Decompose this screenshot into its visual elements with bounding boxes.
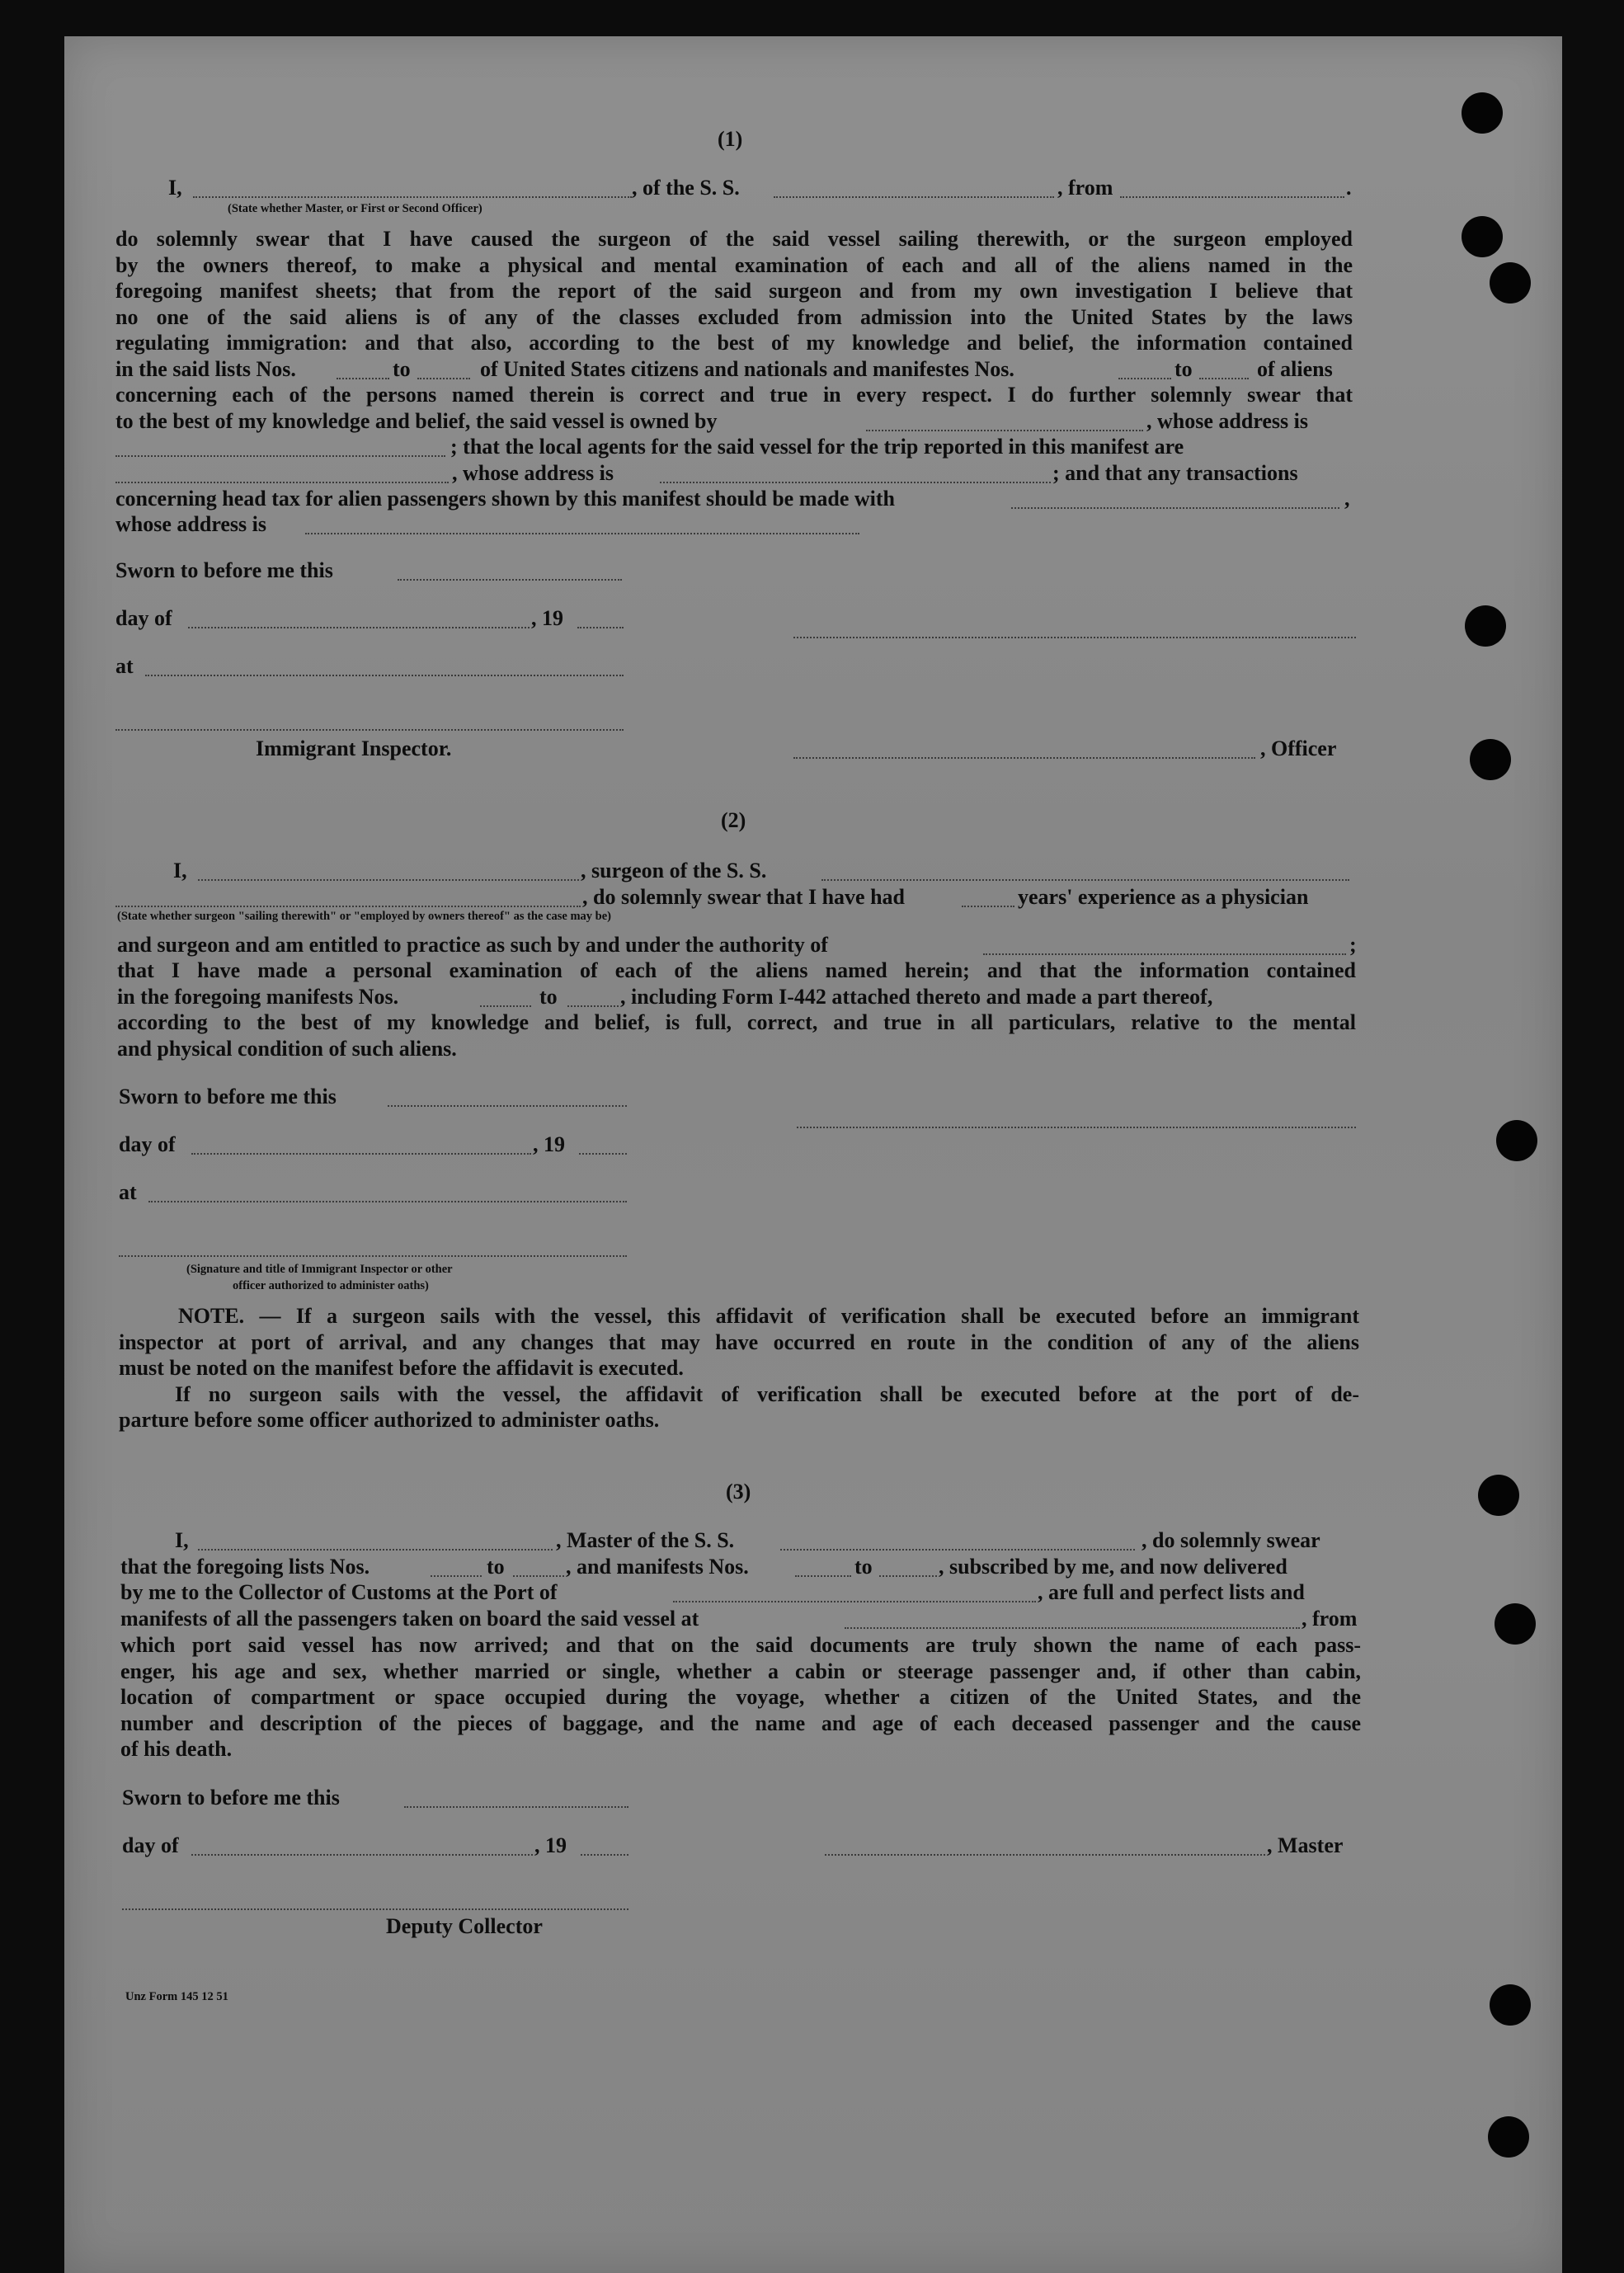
s1-para-line: no one of the said aliens is of any of the classes excluded from admission into the United States by the laws	[115, 304, 1353, 329]
s3-manifests-to-field[interactable]	[879, 1575, 937, 1577]
s3-lists-from-field[interactable]	[431, 1575, 482, 1577]
s3-lists-d: to	[854, 1555, 873, 1579]
s2-year-field[interactable]	[579, 1153, 627, 1155]
punch-hole	[1488, 2116, 1529, 2158]
s3-paragraph	[120, 1632, 1361, 1762]
punch-hole	[1495, 1603, 1536, 1645]
s3-lists-to-field[interactable]	[513, 1575, 564, 1577]
s3-para-line: number and description of the pieces of baggage, and the name and age of each deceased passenger and the cause	[120, 1711, 1361, 1735]
s1-para-line: foregoing manifest sheets; that from the report of the said surgeon and from my own investigation I believe that	[115, 279, 1353, 304]
s1-lists-to-field[interactable]	[417, 378, 470, 379]
s3-sworn-field[interactable]	[404, 1806, 628, 1808]
s3-master-signature-field[interactable]	[825, 1854, 1265, 1856]
s2-para-line: and physical condition of such aliens.	[117, 1036, 457, 1061]
s3-boarded-at-field[interactable]	[845, 1627, 1300, 1629]
s1-day-field[interactable]	[188, 627, 530, 628]
punch-hole	[1496, 1120, 1537, 1161]
s3-manifests-a: manifests of all the passengers taken on board the said vessel at	[120, 1607, 699, 1631]
s1-para-line: regulating immigration: and that also, according to the best of my knowledge and belief, the information contained	[115, 331, 1353, 355]
s1-para-line: do solemnly swear that I have caused the surgeon of the said vessel sailing therewith, or the surgeon employed	[115, 227, 1353, 251]
s3-day-field[interactable]	[191, 1854, 533, 1856]
s2-para-line: according to the best of my knowledge and belief, is full, correct, and true in all particulars, relative to the mental	[117, 1010, 1356, 1034]
s2-manifests-b: to	[539, 985, 558, 1009]
s1-inspector-signature-field[interactable]	[115, 729, 624, 731]
s3-deputy: Deputy Collector	[386, 1914, 543, 1938]
s1-at: at	[115, 654, 134, 678]
s1-manifests-from-field[interactable]	[1118, 378, 1171, 379]
s1-concerning-line: concerning each of the persons named therein is correct and true in every respect. I do further solemnly swear that	[115, 383, 1353, 407]
punch-hole	[1490, 1984, 1531, 2026]
s1-lists-e: of aliens	[1257, 357, 1333, 381]
s1-paragraph	[115, 226, 1353, 356]
s1-agents-field[interactable]	[115, 482, 449, 483]
s1-name-field[interactable]	[193, 196, 632, 198]
note-line: NOTE. — If a surgeon sails with the vessel, this affidavit of verification shall be executed before an immigrant	[178, 1304, 1359, 1328]
s1-para-line: by the owners thereof, to make a physical and mental examination of each and all of the aliens named in the	[115, 252, 1353, 277]
punch-hole	[1470, 739, 1511, 780]
section-2-number: (2)	[721, 808, 746, 832]
s2-manifests-c: , including Form I-442 attached thereto and made a part thereof,	[620, 985, 1213, 1009]
s3-para-line: enger, his age and sex, whether married or single, whether a cabin or steerage passenger and, if other than cabin,	[120, 1659, 1361, 1683]
s3-sworn: Sworn to before me this	[122, 1786, 340, 1809]
s3-master: , Master	[1267, 1833, 1344, 1857]
s1-from: , from	[1057, 176, 1113, 200]
s1-agents-address-field[interactable]	[660, 482, 1051, 483]
s1-whose-b: ; and that any transactions	[1052, 461, 1298, 485]
s3-day-of: day of	[122, 1833, 179, 1857]
s2-sworn-field[interactable]	[388, 1105, 627, 1107]
s3-manifests-b: , from	[1302, 1607, 1358, 1631]
s1-from-field[interactable]	[1120, 196, 1344, 198]
punch-hole	[1465, 605, 1506, 647]
s2-examination	[117, 958, 1356, 984]
note-line: If no surgeon sails with the vessel, the affidavit of verification shall be executed before at the port of de-	[175, 1381, 1359, 1406]
s3-name-field[interactable]	[198, 1549, 553, 1551]
s2-i-label: I,	[173, 859, 187, 882]
s1-whose-a: , whose address is	[452, 461, 614, 485]
s2-manifests-to-field[interactable]	[567, 1005, 619, 1007]
s2-examination-line: that I have made a personal examination of each of the aliens named herein; and that the information contained	[117, 958, 1356, 982]
s1-officer-field[interactable]	[793, 757, 1255, 759]
s2-years-field[interactable]	[962, 906, 1014, 907]
s1-headtax-a: concerning head tax for alien passengers shown by this manifest should be made with	[115, 487, 896, 511]
s1-whose-address: whose address is	[115, 512, 267, 536]
note-line: parture before some officer authorized to administer oaths.	[119, 1408, 660, 1433]
s2-day-of: day of	[119, 1132, 176, 1156]
s1-inspector: Immigrant Inspector.	[256, 736, 452, 760]
s3-lists-c: , and manifests Nos.	[566, 1555, 749, 1579]
s1-headtax-b: ,	[1344, 487, 1350, 511]
s1-headtax-address-field[interactable]	[305, 533, 859, 534]
s1-i-label: I,	[168, 176, 182, 200]
s2-hint: (State whether surgeon "sailing therewith" or "employed by owners thereof" as the case may be)	[117, 910, 611, 923]
note-line: inspector at port of arrival, and any changes that may have occurred en route in the condition of any of the aliens	[119, 1329, 1359, 1354]
section-1-number: (1)	[718, 127, 743, 151]
s1-nineteen: , 19	[531, 606, 563, 630]
s3-master-of: , Master of the S. S.	[556, 1528, 735, 1552]
s2-swear: , do solemnly swear that I have had	[582, 885, 906, 909]
punch-hole	[1462, 92, 1503, 134]
form-code: Unz Form 145 12 51	[125, 1990, 228, 2003]
s1-sworn: Sworn to before me this	[115, 558, 333, 582]
s2-surgeon-of: , surgeon of the S. S.	[581, 859, 767, 882]
s3-swear: , do solemnly swear	[1142, 1528, 1320, 1552]
s2-manifests-from-field[interactable]	[480, 1005, 531, 1007]
s3-ship-field[interactable]	[780, 1549, 1135, 1551]
section-3-number: (3)	[726, 1480, 751, 1504]
s2-sworn: Sworn to before me this	[119, 1085, 337, 1108]
s2-at-field[interactable]	[148, 1201, 627, 1202]
s1-lists-from-field[interactable]	[337, 378, 389, 379]
s3-manifests-from-field[interactable]	[795, 1575, 851, 1577]
s3-i-label: I,	[175, 1528, 189, 1552]
s1-manifests-to-field[interactable]	[1199, 378, 1249, 379]
s1-agents: ; that the local agents for the said vessel for the trip reported in this manifest are	[450, 435, 1184, 459]
s3-lists-a: that the foregoing lists Nos.	[120, 1555, 370, 1579]
s1-owner-field[interactable]	[866, 430, 1143, 431]
s1-lists-a: in the said lists Nos.	[115, 357, 296, 381]
s1-lists-c: of United States citizens and nationals and manifestes Nos.	[480, 357, 1014, 381]
s2-ship-field[interactable]	[821, 879, 1349, 881]
s1-at-field[interactable]	[145, 675, 624, 676]
s2-inspector-signature-field[interactable]	[119, 1255, 627, 1257]
s2-authority-b: ;	[1349, 933, 1357, 957]
s3-para-line: which port said vessel has now arrived; and that on the said documents are truly shown the name of each pass-	[120, 1633, 1361, 1657]
s2-surgeon-signature-field[interactable]	[797, 1127, 1356, 1128]
s2-sig-hint-2: officer authorized to administer oaths)	[233, 1279, 429, 1292]
s1-sworn-field[interactable]	[398, 579, 622, 581]
s1-concerning	[115, 382, 1353, 408]
s2-day-field[interactable]	[191, 1153, 531, 1155]
s1-officer-signature-field[interactable]	[793, 637, 1356, 638]
s3-collector-b: , are full and perfect lists and	[1038, 1580, 1305, 1604]
punch-hole	[1478, 1475, 1519, 1516]
s3-nineteen: , 19	[534, 1833, 567, 1857]
s3-lists-e: , subscribed by me, and now delivered	[939, 1555, 1287, 1579]
s2-at: at	[119, 1180, 137, 1204]
s1-headtax-field[interactable]	[1011, 507, 1339, 509]
s2-paragraph	[117, 1009, 1356, 1061]
s1-ship-field[interactable]	[774, 196, 1054, 198]
s1-of-ss: , of the S. S.	[632, 176, 740, 200]
s3-para-line: of his death.	[120, 1737, 233, 1762]
s1-lists-b: to	[393, 357, 411, 381]
s3-year-field[interactable]	[581, 1854, 628, 1856]
s2-authority-field[interactable]	[983, 953, 1346, 955]
s2-nineteen: , 19	[533, 1132, 565, 1156]
s3-lists-b: to	[487, 1555, 505, 1579]
s1-year-field[interactable]	[577, 627, 624, 628]
s3-port-field[interactable]	[673, 1601, 1036, 1602]
note-block	[119, 1303, 1359, 1433]
s3-collector-signature-field[interactable]	[122, 1908, 628, 1910]
punch-hole	[1490, 262, 1531, 304]
s1-officer: , Officer	[1260, 736, 1337, 760]
note-line: must be noted on the manifest before the affidavit is executed.	[119, 1356, 684, 1381]
s2-years: years' experience as a physician	[1018, 885, 1309, 909]
s1-period: .	[1346, 176, 1352, 200]
s1-owner-address-field[interactable]	[115, 455, 445, 457]
punch-hole	[1462, 216, 1503, 257]
s1-lists-d: to	[1174, 357, 1193, 381]
s1-master-hint: (State whether Master, or First or Second Officer)	[228, 202, 482, 215]
s1-day-of: day of	[115, 606, 172, 630]
s3-para-line: location of compartment or space occupied during the voyage, whether a citizen of the United States, and the	[120, 1685, 1361, 1710]
s2-manifests-a: in the foregoing manifests Nos.	[117, 985, 399, 1009]
s2-sig-hint-1: (Signature and title of Immigrant Inspector or other	[186, 1263, 453, 1276]
s2-authority-a: and surgeon and am entitled to practice as such by and under the authority of	[117, 933, 828, 957]
s3-collector-a: by me to the Collector of Customs at the Port of	[120, 1580, 558, 1604]
s1-owned-b: , whose address is	[1146, 409, 1309, 433]
s1-owned-a: to the best of my knowledge and belief, the said vessel is owned by	[115, 409, 718, 433]
s2-name-field[interactable]	[198, 879, 579, 881]
s2-surgeon-type-field[interactable]	[115, 906, 581, 907]
